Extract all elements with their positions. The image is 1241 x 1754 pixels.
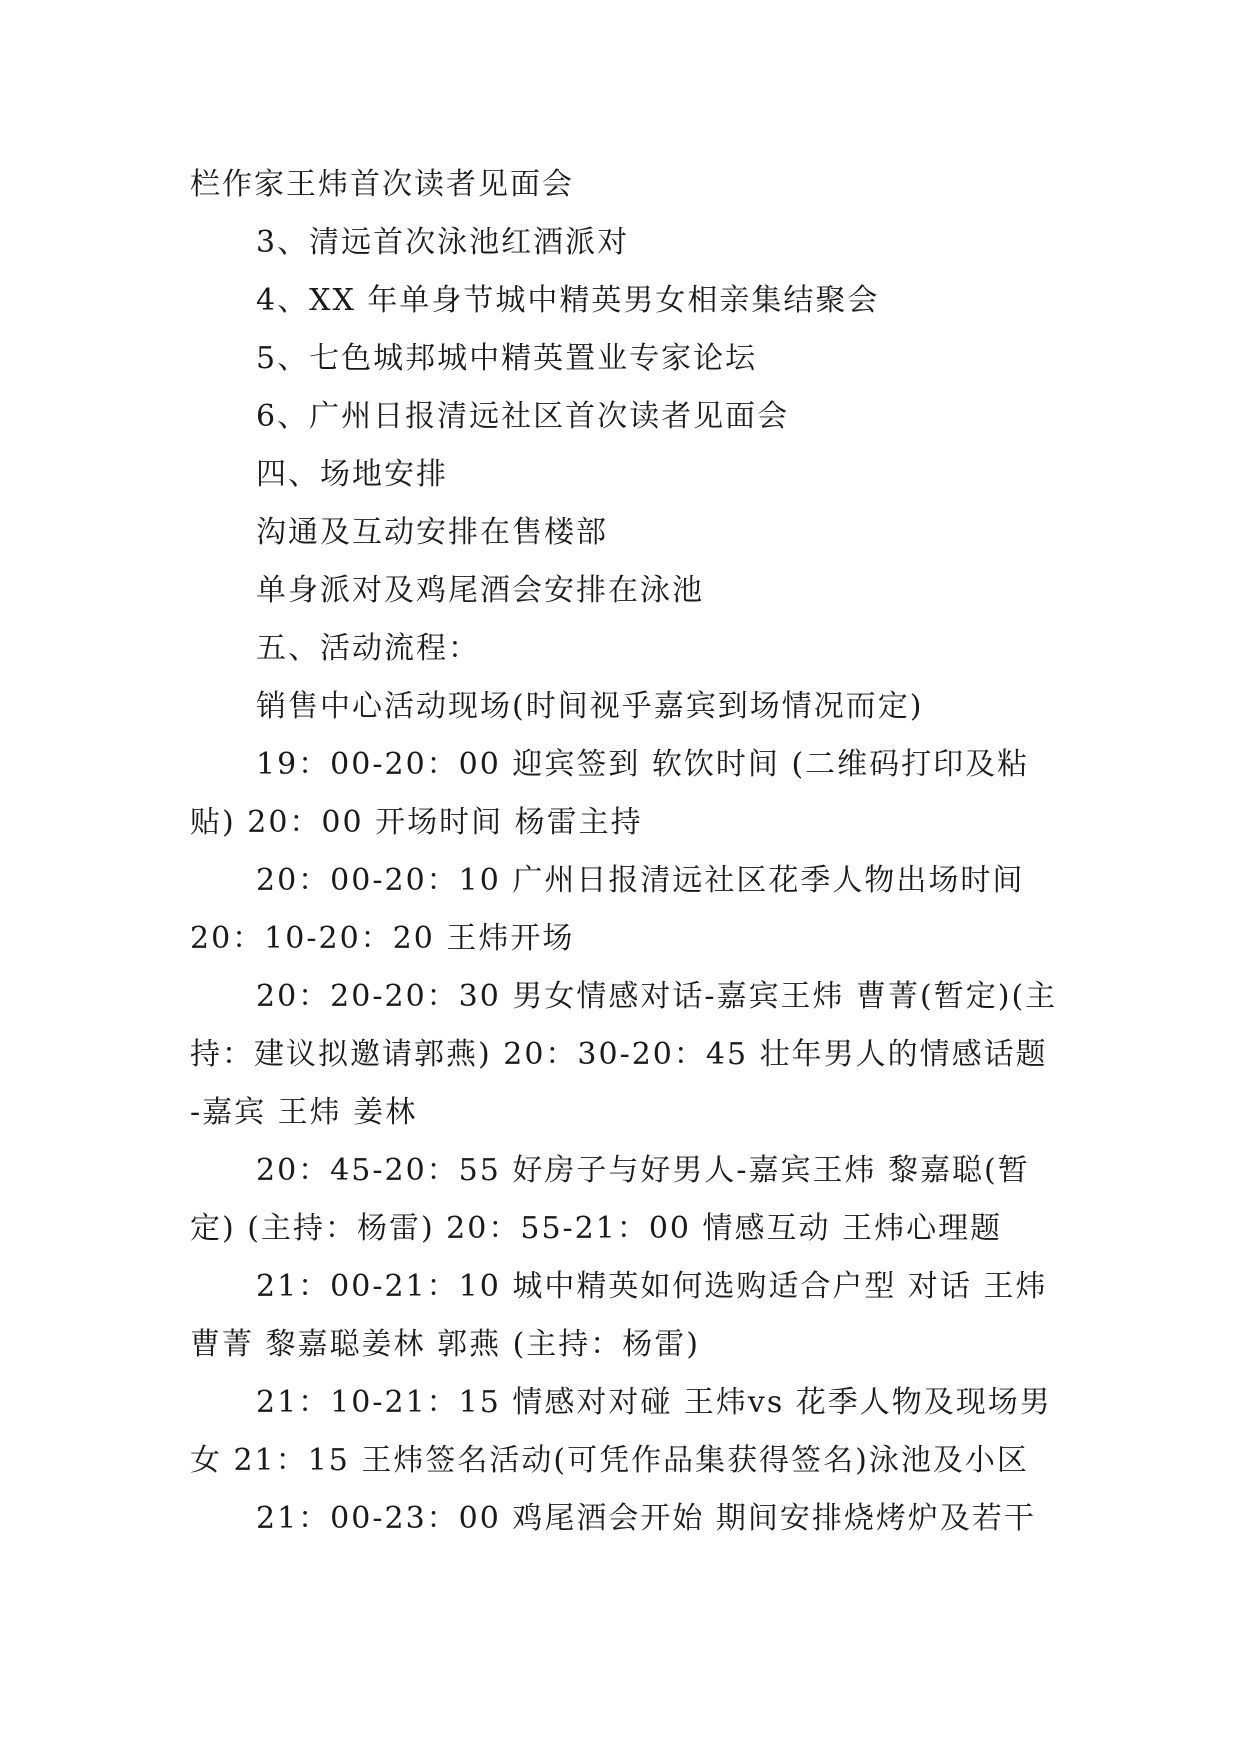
text-line-8: 单身派对及鸡尾酒会安排在泳池 — [256, 573, 704, 608]
text-line-11: 19：00-20：00 迎宾签到 软饮时间 (二维码打印及粘 — [256, 747, 1030, 782]
text-line-19: 定) (主持：杨雷) 20：55-21：00 情感互动 王炜心理题 — [190, 1211, 1003, 1246]
text-line-17: -嘉宾 王炜 姜林 — [190, 1095, 418, 1130]
text-line-3: 4、XX 年单身节城中精英男女相亲集结聚会 — [256, 283, 880, 318]
text-line-10: 销售中心活动现场(时间视乎嘉宾到场情况而定) — [256, 689, 924, 724]
text-line-22: 21：10-21：15 情感对对碰 王炜vs 花季人物及现场男 — [256, 1385, 1052, 1420]
text-line-12: 贴) 20：00 开场时间 杨雷主持 — [190, 805, 643, 840]
text-line-1: 栏作家王炜首次读者见面会 — [190, 167, 574, 202]
text-line-5: 6、广州日报清远社区首次读者见面会 — [256, 399, 790, 434]
text-line-20: 21：00-21：10 城中精英如何选购适合户型 对话 王炜 — [256, 1269, 1048, 1304]
text-line-16: 持：建议拟邀请郭燕) 20：30-20：45 壮年男人的情感话题 — [190, 1037, 1048, 1072]
section-heading-venue: 四、场地安排 — [256, 457, 448, 492]
text-line-14: 20：10-20：20 王炜开场 — [190, 921, 575, 956]
text-line-7: 沟通及互动安排在售楼部 — [256, 515, 608, 550]
text-line-24: 21：00-23：00 鸡尾酒会开始 期间安排烧烤炉及若干 — [256, 1501, 1036, 1536]
section-heading-schedule: 五、活动流程： — [256, 631, 480, 666]
text-line-18: 20：45-20：55 好房子与好男人-嘉宾王炜 黎嘉聪(暂 — [256, 1153, 1030, 1188]
text-line-15: 20：20-20：30 男女情感对话-嘉宾王炜 曹菁(暂定)(主 — [256, 979, 1058, 1014]
text-line-23: 女 21：15 王炜签名活动(可凭作品集获得签名)泳池及小区 — [190, 1443, 1029, 1478]
text-line-2: 3、清远首次泳池红酒派对 — [256, 225, 630, 260]
text-line-13: 20：00-20：10 广州日报清远社区花季人物出场时间 — [256, 863, 1025, 898]
text-line-21: 曹菁 黎嘉聪姜林 郭燕 (主持：杨雷) — [190, 1327, 701, 1362]
text-line-4: 5、七色城邦城中精英置业专家论坛 — [256, 341, 758, 376]
